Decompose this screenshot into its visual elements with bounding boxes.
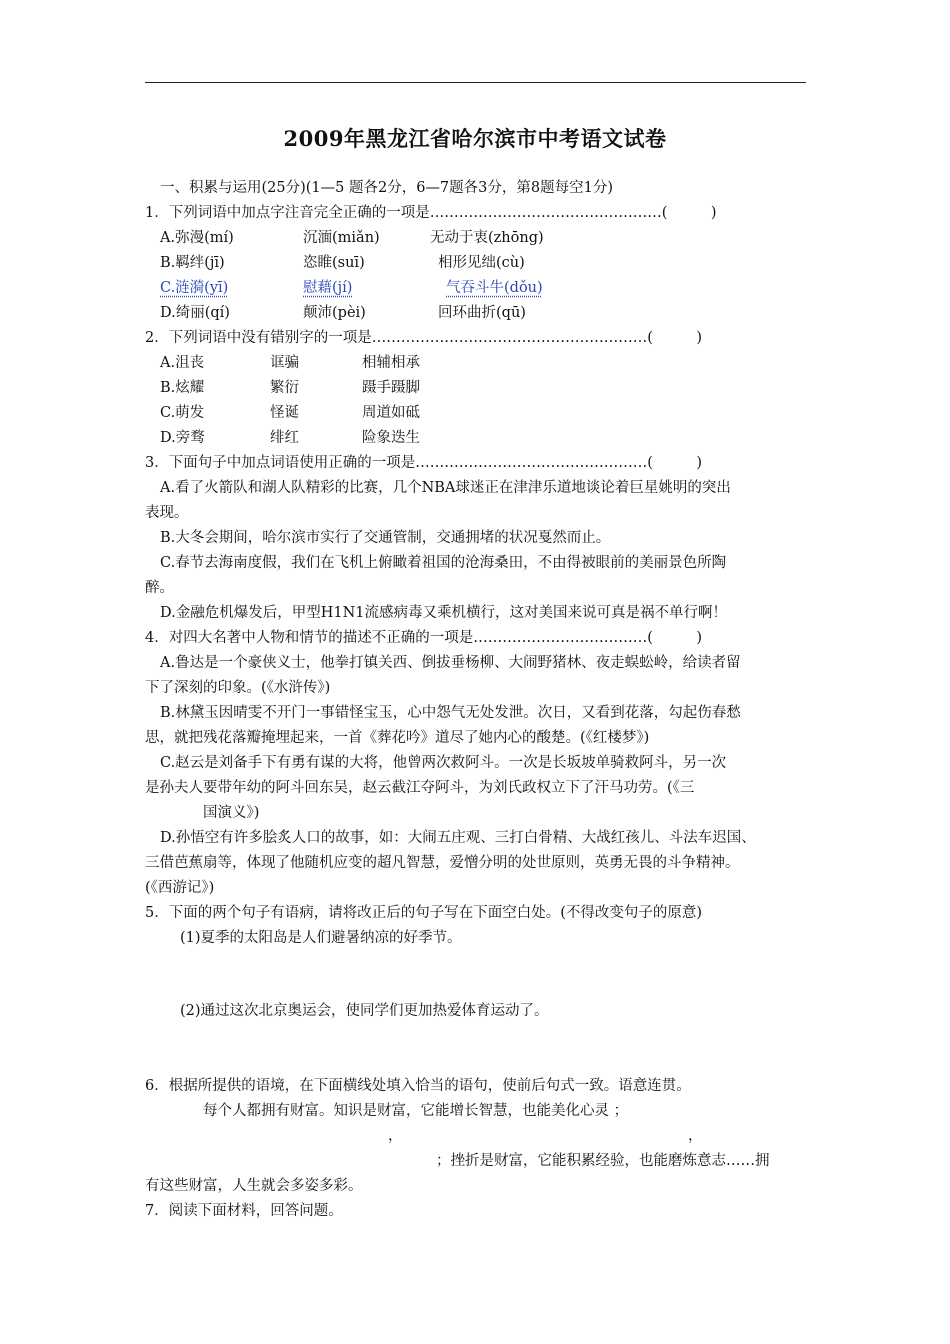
q7-stem: 7．阅读下面材料，回答问题。 [145, 1203, 343, 1219]
q1-a-2: 沉湎(miǎn) [303, 230, 380, 246]
q2-a-2: 诓骗 [270, 355, 299, 371]
q6-blank-comma-2: ， [688, 1128, 703, 1144]
q2-a-3: 相辅相承 [362, 355, 420, 371]
q2-c-2: 怪诞 [270, 405, 299, 421]
q2-b-2: 繁衍 [270, 380, 299, 396]
q3-b: B.大冬会期间，哈尔滨市实行了交通管制，交通拥堵的状况戛然而止。 [160, 530, 611, 546]
q3-a-line2: 表现。 [145, 505, 189, 521]
q1-d-3: 回环曲折(qū) [438, 305, 526, 321]
q1-b-1: B.羁绊(jī) [160, 255, 225, 271]
q3-d: D.金融危机爆发后，甲型H1N1流感病毒又乘机横行，这对美国来说可真是祸不单行啊！ [160, 605, 727, 621]
q1-d-1: D.绮丽(qí) [160, 305, 230, 321]
q4-stem: 4．对四大名著中人物和情节的描述不正确的一项是………………………………( ) [145, 630, 703, 646]
q5-sentence-2: (2)通过这次北京奥运会，使同学们更加热爱体育运动了。 [180, 1003, 549, 1019]
q1-b-3: 相形见绌(cù) [438, 255, 525, 271]
q4-b-line1: B.林黛玉因晴雯不开门一事错怪宝玉，心中怨气无处发泄。次日，又看到花落，勾起伤春愁 [160, 705, 741, 721]
q1-c-2: 慰藉(jí) [303, 280, 353, 296]
section-heading: 一、积累与运用(25分)(1—5 题各2分，6—7题各3分，第8题每空1分) [160, 180, 613, 196]
q1-a-1: A.弥漫(mí) [160, 230, 234, 246]
q1-a-3: 无动于衷(zhōng) [430, 230, 544, 246]
q3-stem: 3．下面句子中加点词语使用正确的一项是…………………………………………( ) [145, 455, 703, 471]
q2-stem: 2．下列词语中没有错别字的一项是…………………………………………………( ) [145, 330, 703, 346]
q2-d-3: 险象迭生 [362, 430, 420, 446]
top-rule [145, 82, 806, 83]
q6-blank-comma-1: ， [388, 1128, 403, 1144]
q1-d-2: 颠沛(pèi) [303, 305, 366, 321]
q2-d-1: D.旁骛 [160, 430, 205, 446]
q5-stem: 5．下面的两个句子有语病，请将改正后的句子写在下面空白处。(不得改变句子的原意) [145, 905, 703, 921]
q1-b-2: 恣睢(suī) [303, 255, 365, 271]
q3-c-line2: 醉。 [145, 580, 174, 596]
q3-c-line1: C.春节去海南度假，我们在飞机上俯瞰着祖国的沧海桑田，不由得被眼前的美丽景色所陶 [160, 555, 727, 571]
q4-b-line2: 思，就把残花落瓣掩埋起来，一首《葬花吟》道尽了她内心的酸楚。(《红楼梦》) [145, 730, 650, 746]
q4-c-line2: 是孙夫人要带年幼的阿斗回东吴，赵云截江夺阿斗，为刘氏政权立下了汗马功劳。(《三 [145, 780, 695, 796]
q2-c-1: C.萌发 [160, 405, 205, 421]
q4-d-line2: 三借芭蕉扇等，体现了他随机应变的超凡智慧，爱憎分明的处世原则，英勇无畏的斗争精神。 [145, 855, 740, 871]
q4-a-line1: A.鲁达是一个豪侠义士，他拳打镇关西、倒拔垂杨柳、大闹野猪林、夜走蜈蚣岭，给读者留 [160, 655, 741, 671]
q1-stem: 1．下列词语中加点字注音完全正确的一项是…………………………………………( ) [145, 205, 717, 221]
q1-c-3: 气吞斗牛(dǒu) [446, 280, 543, 296]
q4-a-line2: 下了深刻的印象。(《水浒传》) [145, 680, 331, 696]
q6-context-line4: 有这些财富，人生就会多姿多彩。 [145, 1178, 363, 1194]
q6-stem: 6．根据所提供的语境，在下面横线处填入恰当的语句，使前后句式一致。语意连贯。 [145, 1078, 691, 1094]
q2-d-2: 绯红 [270, 430, 299, 446]
q2-b-3: 蹑手蹑脚 [362, 380, 420, 396]
q2-b-1: B.炫耀 [160, 380, 205, 396]
page-title: 2009年黑龙江省哈尔滨市中考语文试卷 [283, 126, 667, 151]
q4-c-line3: 国演义》) [203, 805, 260, 821]
q2-a-1: A.沮丧 [160, 355, 205, 371]
q1-c-1: C.涟漪(yī) [160, 280, 229, 296]
q3-a-line1: A.看了火箭队和湖人队精彩的比赛，几个NBA球迷正在津津乐道地谈论着巨星姚明的突出 [160, 480, 731, 496]
q4-c-line1: C.赵云是刘备手下有勇有谋的大将，他曾两次救阿斗。一次是长坂坡单骑救阿斗，另一次 [160, 755, 727, 771]
q4-d-line3: (《西游记》) [145, 880, 215, 896]
q5-sentence-1: (1)夏季的太阳岛是人们避暑纳凉的好季节。 [180, 930, 462, 946]
q2-c-3: 周道如砥 [362, 405, 420, 421]
q6-context-line1: 每个人都拥有财富。知识是财富，它能增长智慧，也能美化心灵 ； [203, 1103, 629, 1119]
q6-context-line3: ；挫折是财富，它能积累经验，也能磨炼意志……拥 [436, 1153, 770, 1169]
q4-d-line1: D.孙悟空有许多脍炙人口的故事，如：大闹五庄观、三打白骨精、大战红孩儿、斗法车迟国、 [160, 830, 756, 846]
